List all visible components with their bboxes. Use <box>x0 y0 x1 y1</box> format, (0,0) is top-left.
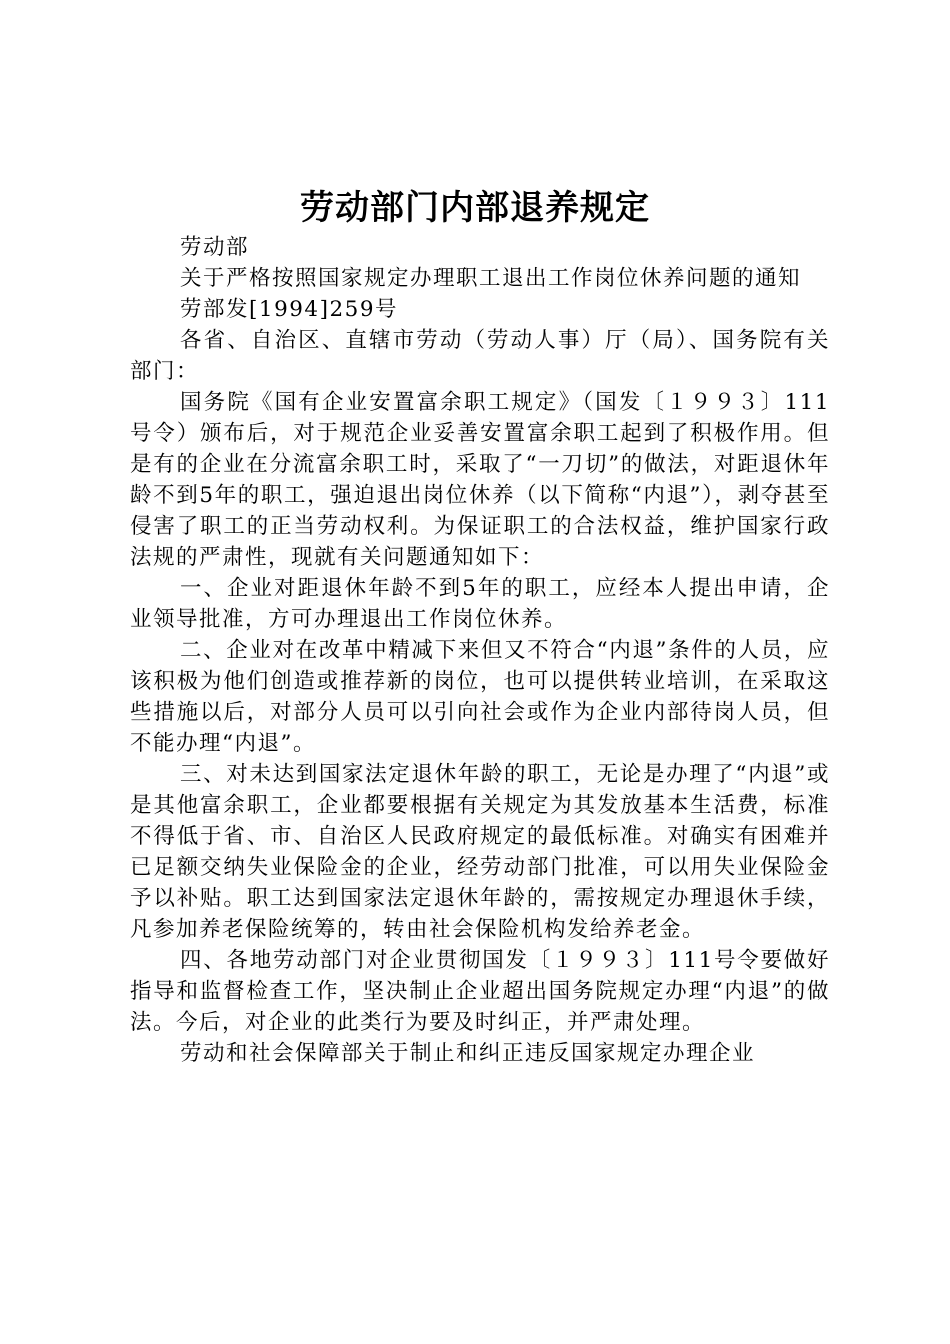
paragraph-notice-title: 关于严格按照国家规定办理职工退出工作岗位休养问题的通知 <box>180 266 802 291</box>
paragraph-document-number: 劳部发[1994]259号 <box>180 297 399 322</box>
paragraph-item-4: 四、各地劳动部门对企业贯彻国发〔１９９３〕111号令要做好指导和监督检查工作，坚决制止企业超出国务院规定办理“内退”的做法。今后，对企业的此类行为要及时纠正，并严肃处理。 <box>130 948 830 1035</box>
paragraph-issuer: 劳动部 <box>180 235 250 260</box>
paragraph-item-3: 三、对未达到国家法定退休年龄的职工，无论是办理了“内退”或是其他富余职工，企业都要根据有关规定为其发放基本生活费，标准不得低于省、市、自治区人民政府规定的最低标准。对确实有困难并已足额交纳失业保险金的企业，经劳动部门批准，可以用失业保险金予以补贴。职工达到国家法定退休年龄的，需按规定办理退休手续，凡参加养老保险统筹的，转由社会保险机构发给养老金。 <box>130 762 830 942</box>
paragraph-addressees: 各省、自治区、直辖市劳动（劳动人事）厅（局）、国务院有关部门： <box>130 328 830 384</box>
paragraph-item-2: 二、企业对在改革中精减下来但又不符合“内退”条件的人员，应该积极为他们创造或推荐新的岗位，也可以提供转业培训，在采取这些措施以后，对部分人员可以引向社会或作为企业内部待岗人员，但不能办理“内退”。 <box>130 638 830 756</box>
document-title: 劳动部门内部退养规定 <box>300 188 650 228</box>
document-body <box>130 232 830 1069</box>
paragraph-continuation: 劳动和社会保障部关于制止和纠正违反国家规定办理企业 <box>180 1041 756 1066</box>
paragraph-item-1: 一、企业对距退休年龄不到5年的职工，应经本人提出申请，企业领导批准，方可办理退出工作岗位休养。 <box>130 576 830 632</box>
paragraph-preamble: 国务院《国有企业安置富余职工规定》（国发〔１９９３〕111号令）颁布后，对于规范企业妥善安置富余职工起到了积极作用。但是有的企业在分流富余职工时，采取了“一刀切”的做法，对距退休年龄不到5年的职工，强迫退出岗位休养（以下简称“内退”），剥夺甚至侵害了职工的正当劳动权利。为保证职工的合法权益，维护国家行政法规的严肃性，现就有关问题通知如下： <box>130 390 830 570</box>
